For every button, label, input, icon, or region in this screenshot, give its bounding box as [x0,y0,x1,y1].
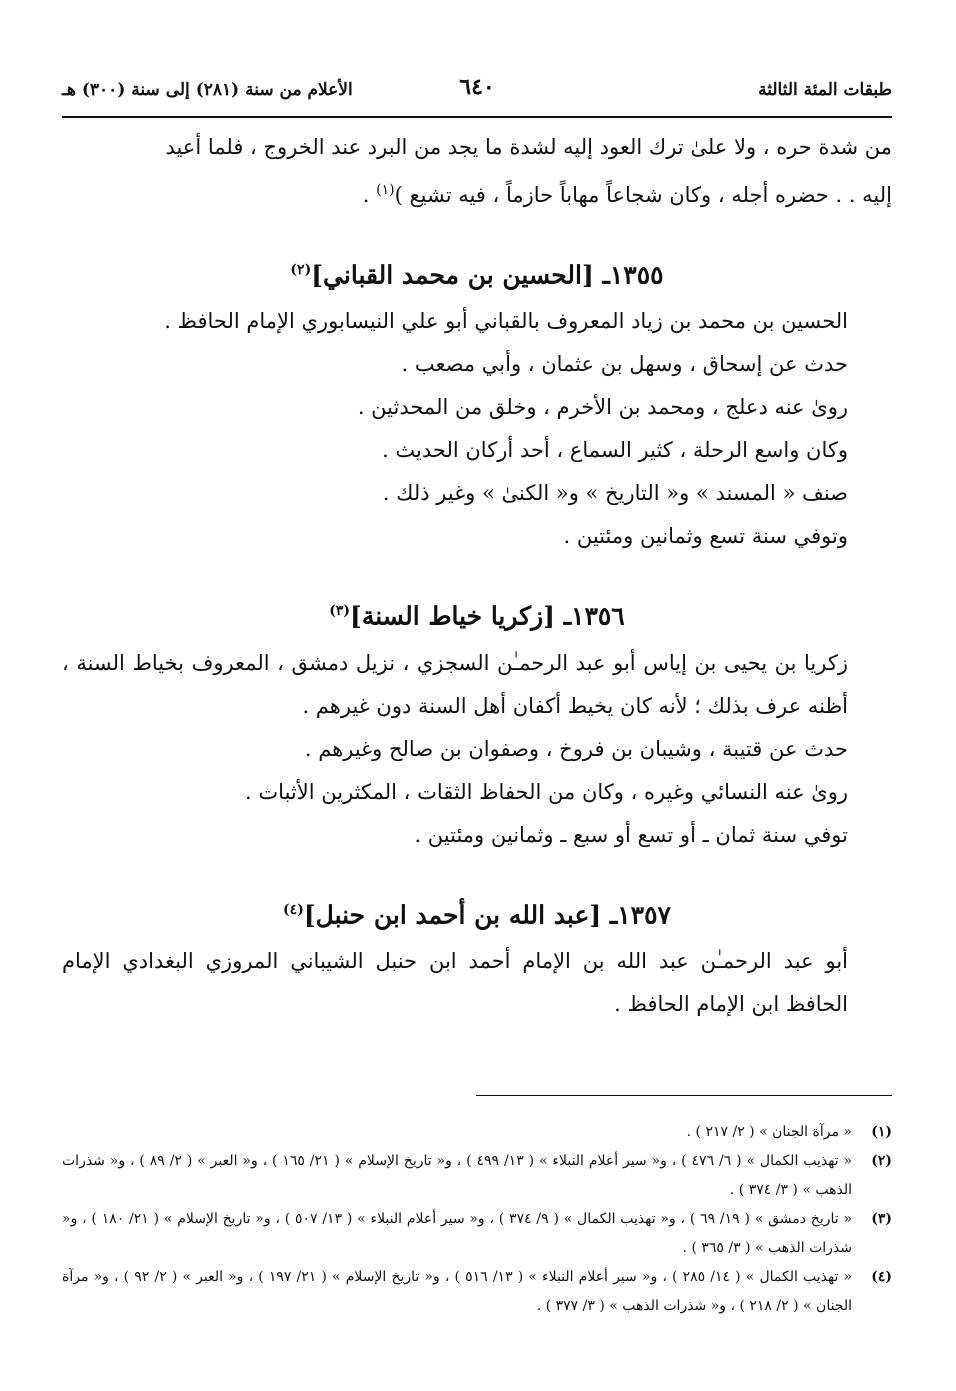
footnote-ref-2: (٢) [290,262,312,278]
footnote-item [62,1205,892,1263]
entry-title-text: ١٣٥٧ـ [عبد الله بن أحمد ابن حنبل] [303,899,671,929]
entry-1355-para: وتوفي سنة تسع وثمانين ومئتين . [563,524,848,549]
entry-title-1356 [62,586,892,641]
page-number: ٦٤٠ [459,74,495,100]
intro-line-2-end: . [362,183,377,207]
entry-1356-para: روىٰ عنه النسائي وغيره ، وكان من الحفاظ الثقات ، المكثرين الأثبات . [245,779,848,804]
footnote-item [62,1147,892,1205]
intro-line-2 [62,169,892,217]
footnote-text: « تاريخ دمشق » ( ١٩/ ٦٩ ) ، و« تهذيب الكمال » ( ٩/ ٣٧٤ ) ، و« سير أعلام النبلاء » ( ١٣/ ٥٠٧ ) ، و« تاريخ الإسلام » ( ٢١/ ١٨٠ ) ، و« شذرات الذهب » ( ٣/ ٣٦٥ ) . [62,1211,853,1256]
footnote-item [62,1263,892,1321]
footnote-item [62,1118,892,1147]
entry-title-text: ١٣٥٦ـ [زكريا خياط السنة] [350,601,625,631]
entry-1355-para: الحسين بن محمد بن زياد المعروف بالقباني أبو علي النيسابوري الإمام الحافظ . [164,309,848,334]
footnote-number: (٣) [871,1211,892,1227]
footnote-number: (١) [871,1124,892,1140]
entry-1357-first-para: أبو عبد الرحمـٰن عبد الله بن الإمام أحمد ابن حنبل الشيباني المروزي البغدادي الإمام الحافظ ابن الإمام الحافظ . [62,948,848,1016]
entry-1356-first-para: زكريا بن يحيى بن إياس أبو عبد الرحمـٰن السجزي ، نزيل دمشق ، المعروف بخياط السنة ، أظنه عرف بذلك ؛ لأنه كان يخيط أكفان أهل السنة دون غيرهم . [62,650,848,718]
footnote-ref-3: (٣) [329,603,351,620]
main-text [62,126,892,1026]
footnote-number: (٢) [871,1153,892,1169]
entry-title-1357 [62,885,892,940]
intro-line-1: من شدة حره ، ولا علىٰ ترك العود إليه لشدة ما يجد من البرد عند الخروج ، فلما أعيد [165,135,892,159]
footnote-rule [476,1095,892,1096]
running-header [62,74,892,104]
footnote-ref-4: (٤) [283,901,304,918]
entry-title-1355 [62,245,892,300]
entry-1355-para: صنف « المسند » و« التاريخ » و« الكنىٰ » وغير ذلك . [382,481,848,506]
footnote-number: (٤) [871,1269,892,1285]
entry-1356-para: حدث عن قتيبة ، وشيبان بن فروخ ، وصفوان بن صالح وغيرهم . [304,736,848,761]
entry-title-text: ١٣٥٥ـ [الحسين بن محمد القباني] [311,260,664,290]
intro-line-2-text: إليه . . حضره أجله ، وكان شجاعاً مهاباً حازماً ، فيه تشيع ) [394,183,892,207]
chapter-range-title: الأعلام من سنة (٢٨١) إلى سنة (٣٠٠) هـ [62,80,353,100]
book-section-title: طبقات المئة الثالثة [758,80,892,100]
footnote-text: « تهذيب الكمال » ( ١٤/ ٢٨٥ ) ، و« سير أعلام النبلاء » ( ١٣/ ٥١٦ ) ، و« تاريخ الإسلام » ( ٢١/ ١٩٧ ) ، و« العبر » ( ٢/ ٩٢ ) ، و« مرآة الجنان » ( ٢/ ٢١٨ ) ، و« شذرات الذهب » ( ٣/ ٣٧٧ ) . [62,1269,853,1314]
entry-1355-para: حدث عن إسحاق ، وسهل بن عثمان ، وأبي مصعب . [401,352,848,377]
footnote-text: « تهذيب الكمال » ( ٦/ ٤٧٦ ) ، و« سير أعلام النبلاء » ( ١٣/ ٤٩٩ ) ، و« تاريخ الإسلام » ( ٢١/ ١٦٥ ) ، و« العبر » ( ٢/ ٨٩ ) ، و« شذرات الذهب » ( ٣/ ٣٧٤ ) . [62,1153,853,1198]
header-rule [62,116,892,118]
footnote-text: « مرآة الجنان » ( ٢/ ٢١٧ ) . [686,1124,852,1140]
entry-1355-para: وكان واسع الرحلة ، كثير السماع ، أحد أركان الحديث . [382,438,848,463]
entry-1355-para: روىٰ عنه دعلج ، ومحمد بن الأخرم ، وخلق من المحدثين . [357,395,848,420]
footnotes [62,1118,892,1321]
entry-1356-para: توفي سنة ثمان ـ أو تسع أو سبع ـ وثمانين ومئتين . [414,822,848,847]
footnote-ref-1: (١) [376,182,395,198]
